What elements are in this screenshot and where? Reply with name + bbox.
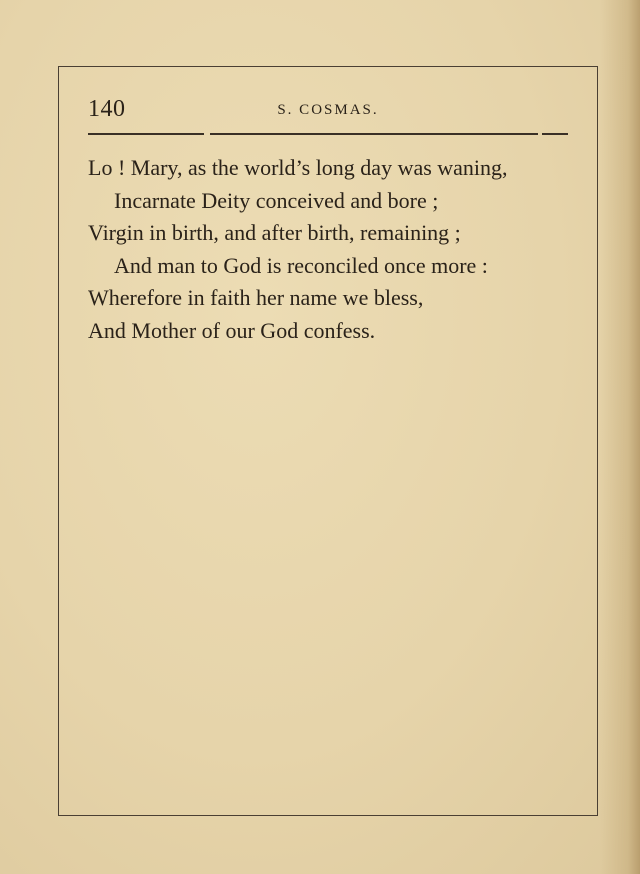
header-rule-segment — [210, 133, 538, 135]
poem-line-3: Virgin in birth, and after birth, remaining ; — [88, 220, 461, 245]
running-head: S. COSMAS. — [277, 102, 379, 118]
poem-line-1: Lo ! Mary, as the world’s long day was waning, — [88, 155, 508, 180]
poem-stanza — [88, 152, 588, 347]
header-rule — [88, 133, 568, 135]
poem-line-2: Incarnate Deity conceived and bore ; — [114, 187, 439, 213]
header-rule-segment — [542, 133, 568, 135]
poem-line-5: Wherefore in faith her name we bless, — [88, 285, 424, 310]
header-rule-segment — [88, 133, 204, 135]
page-edge-shadow — [600, 0, 640, 874]
poem-line-4: And man to God is reconciled once more : — [114, 252, 488, 278]
page-number: 140 — [88, 96, 126, 122]
page-header — [88, 96, 568, 126]
poem-line-6: And Mother of our God confess. — [88, 317, 376, 343]
